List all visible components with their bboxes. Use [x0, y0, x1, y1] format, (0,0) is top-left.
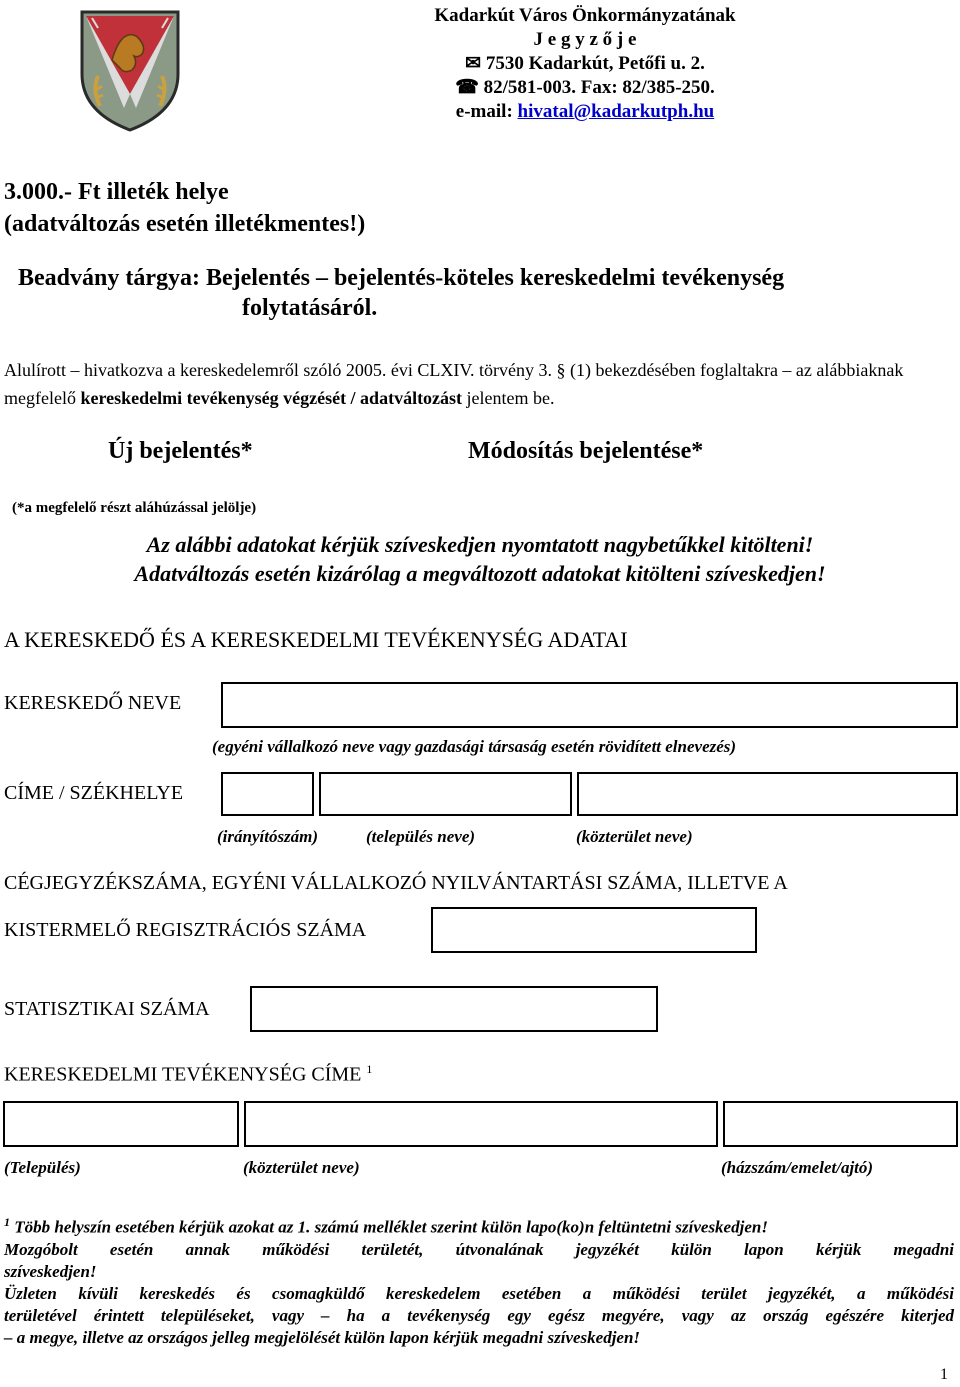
office-address: ✉ 7530 Kadarkút, Petőfi u. 2. — [465, 53, 705, 74]
option-modification-report[interactable]: Módosítás bejelentése* — [468, 438, 704, 464]
statistical-number-label: STATISZTIKAI SZÁMA — [4, 998, 210, 1020]
activity-address-label: KERESKEDELMI TEVÉKENYSÉG CÍME $^1$ — [4, 1062, 373, 1086]
statistical-number-field[interactable] — [250, 986, 658, 1032]
page-number: 1 — [940, 1366, 948, 1383]
office-email: e-mail: hivatal@kadarkutph.hu — [455, 101, 715, 122]
subject-line: Beadvány tárgya: Bejelentés – bejelentés-köteles kereskedelmi tevékenység — [18, 265, 785, 291]
fee-exemption: (adatváltozás esetén illetékmentes!) — [4, 211, 366, 237]
office-phone: ☎ 82/581-003. Fax: 82/385-250. — [455, 77, 715, 98]
public-area-hint: (közterület neve) — [243, 1158, 360, 1177]
underline-instruction: (*a megfelelő részt aláhúzással jelölje) — [12, 500, 257, 516]
office-title: J e g y z ő j e — [533, 29, 637, 50]
footnote-ref: 1 — [366, 1062, 373, 1076]
city-field[interactable] — [319, 772, 572, 816]
fee-line: 3.000.- Ft illeték helye — [4, 179, 229, 205]
house-number-hint: (házszám/emelet/ajtó) — [721, 1158, 874, 1177]
subject-line-cont: folytatásáról. — [242, 295, 378, 321]
trader-name-hint: (egyéni vállalkozó neve vagy gazdasági társaság esetén rövidített elnevezés) — [212, 737, 737, 756]
office-header — [405, 4, 765, 124]
street-hint: (közterület neve) — [576, 827, 693, 846]
fill-instruction: Az alábbi adatokat kérjük szíveskedjen nyomtatott nagybetűkkel kitölteni! Adatváltozás esetén kizárólag a megváltozott adatokat kitölteni szíveskedjen! — [134, 532, 826, 586]
footnote: $^1$ Több helyszín esetében kérjük azokat az 1. számú melléklet szerint külön lapo(ko)n feltüntetni szíveskedjen! Mozgóbolt esetén annak működési területét, útvonalának jegyzékét külön lapon kérjük megadni szíveskedjen! Üzleten kívüli kereskedés és csomagküldő kereskedelem esetében a működési terület jegyzékét, a működési területével érintett településeket, vagy – ha a tevékenység egy egész megyére, vagy az ország egészére kiterjed – a megye, illetve az országos jelleg megjelölését külön lapon kérjük megadni szíveskedjen! — [4, 1215, 954, 1347]
street-field[interactable] — [577, 772, 958, 816]
coat-of-arms-icon — [78, 8, 182, 134]
zip-code-field[interactable] — [221, 772, 314, 816]
registration-label-cont: KISTERMELŐ REGISZTRÁCIÓS SZÁMA — [4, 919, 367, 941]
telephone-icon: ☎ — [455, 77, 479, 98]
intro-paragraph: Alulírott – hivatkozva a kereskedelemről szóló 2005. évi CLXIV. törvény 3. § (1) bekezdésében foglaltakra – az alábbiaknak megfelelő kereskedelmi tevékenység végzését / adatváltozást jelentem be. — [4, 360, 904, 408]
office-name: Kadarkút Város Önkormányzatának — [434, 5, 736, 26]
fee-notice — [4, 176, 365, 240]
city-hint: (település neve) — [366, 827, 476, 846]
trader-name-label: KERESKEDŐ NEVE — [4, 692, 182, 714]
trader-name-field[interactable] — [221, 682, 958, 728]
email-link[interactable]: hivatal@kadarkutph.hu — [517, 101, 715, 122]
registration-number-field[interactable] — [431, 907, 757, 953]
section-title: A KERESKEDŐ ÉS A KERESKEDELMI TEVÉKENYSÉG ADATAI — [4, 627, 628, 652]
address-label: CÍME / SZÉKHELYE — [4, 782, 184, 804]
activity-street-field[interactable] — [244, 1101, 718, 1147]
settlement-hint: (Település) — [4, 1158, 81, 1177]
activity-settlement-field[interactable] — [3, 1101, 239, 1147]
zip-code-hint: (irányítószám) — [217, 827, 319, 846]
activity-house-field[interactable] — [723, 1101, 958, 1147]
option-new-report[interactable]: Új bejelentés* — [108, 438, 253, 464]
envelope-icon: ✉ — [465, 53, 482, 74]
registration-label: CÉGJEGYZÉKSZÁMA, EGYÉNI VÁLLALKOZÓ NYILVÁNTARTÁSI SZÁMA, ILLETVE A — [4, 872, 788, 894]
